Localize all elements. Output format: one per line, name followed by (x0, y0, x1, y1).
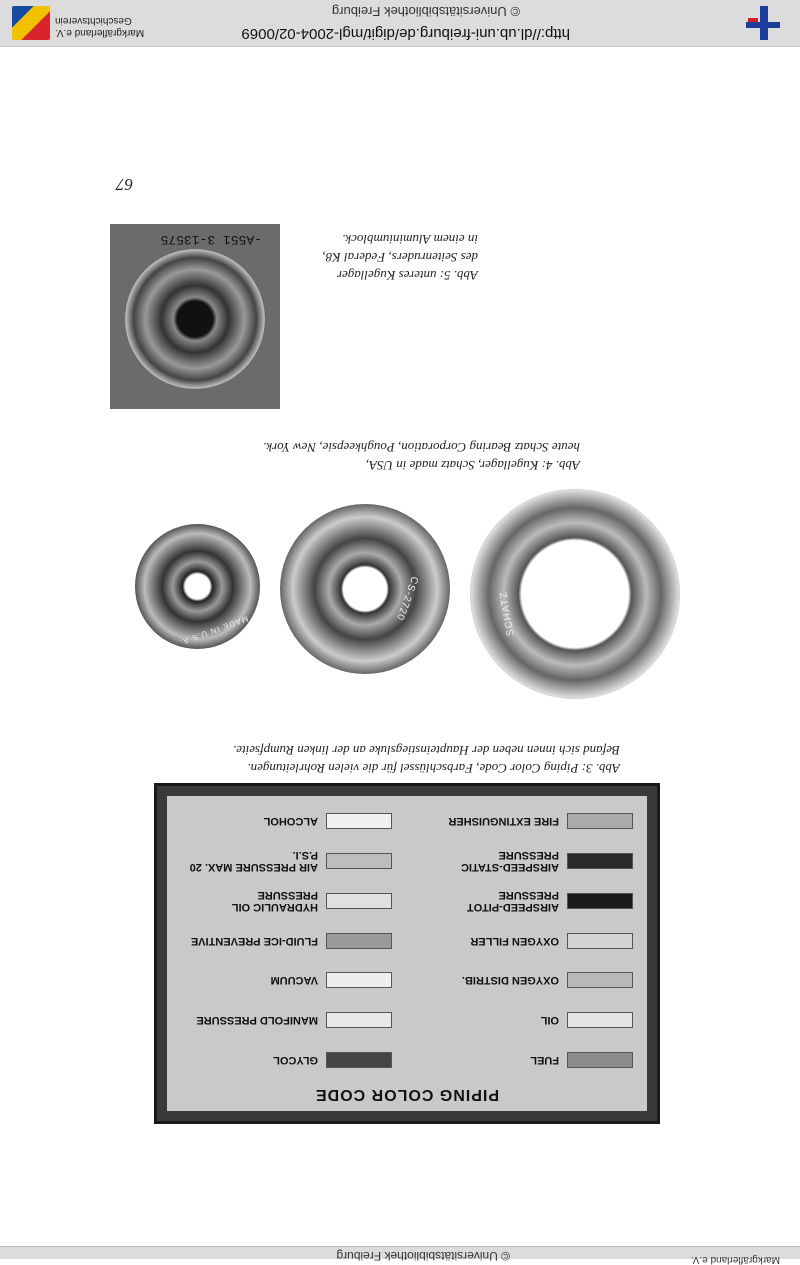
header-copyright: © Universitätsbibliothek Freiburg (331, 4, 520, 19)
page-number: 67 (116, 175, 133, 194)
sign-row-label: OXYGEN FILLER (470, 934, 559, 947)
ub-freiburg-logo-icon[interactable] (744, 4, 782, 42)
small-bearing-image (135, 524, 260, 649)
footer-copyright: © Universitätsbibliothek Freiburg (336, 1249, 510, 1263)
sign-row-label: VACUUM (270, 974, 318, 987)
sign-title: PIPING COLOR CODE (314, 1086, 500, 1103)
sign-row (422, 886, 633, 916)
sign-row-label: ALCOHOL (263, 815, 318, 828)
sign-row-label: OXYGEN DISTRIB. (461, 974, 559, 987)
viewer-footer (0, 1246, 800, 1265)
color-swatch (567, 1012, 633, 1028)
medium-bearing-image (280, 504, 450, 674)
color-swatch (326, 813, 392, 829)
caption-abb5-line1: Abb. 5: unteres Kugellager (336, 268, 478, 283)
sign-row (422, 1045, 633, 1075)
bearing-label-usa: MADE IN U.S.A. (177, 613, 250, 648)
sign-row-label: OIL (540, 1014, 559, 1027)
caption-abb3 (150, 741, 620, 777)
sign-row-label: AIR PRESSURE MAX. 20 P.S.I. (189, 848, 318, 873)
large-bearing-image (470, 489, 680, 699)
color-swatch (567, 933, 633, 949)
sign-row (181, 1005, 392, 1035)
bearing-label-schatz: SCHATZ (498, 590, 517, 637)
sign-row-label: MANIFOLD PRESSURE (196, 1014, 318, 1027)
sign-row (181, 886, 392, 916)
society-line1: Markgräflerland e.V. (55, 27, 145, 38)
caption-abb4 (160, 438, 580, 474)
sign-right-column (181, 806, 392, 1075)
sign-row-label: FIRE EXTINGUISHER (448, 815, 559, 828)
bearing-label-cs: CS-2720 (393, 574, 420, 623)
sign-row (422, 1005, 633, 1035)
caption-abb3-line2: Befand sich innen neben der Haupteinstiegsluke an der linken Rumpfseite. (232, 743, 620, 758)
color-swatch (567, 972, 633, 988)
color-swatch (567, 813, 633, 829)
color-swatch (326, 933, 392, 949)
society-line2: Geschichtsverein (55, 15, 132, 26)
figure-abb4-bearings (130, 484, 690, 704)
sign-row-label: FLUID-ICE PREVENTIVE (190, 934, 318, 947)
sign-row (181, 1045, 392, 1075)
header-url[interactable]: http://dl.ub.uni-freiburg.de/digit/mgl-2004-02/0069 (241, 25, 570, 42)
sign-row (181, 846, 392, 876)
sign-row-label: HYDRAULIC OIL PRESSURE (232, 888, 318, 913)
sign-row (181, 806, 392, 836)
crest-icon[interactable] (12, 6, 50, 40)
part-number: -A551 3-13575 (160, 232, 262, 247)
sign-row-label: GLYCOL (273, 1054, 318, 1066)
society-name (55, 14, 160, 38)
sign-row-label: AIRSPEED-STATIC PRESSURE (461, 848, 559, 873)
sign-row-label: AIRSPEED-PITOT PRESSURE (466, 888, 559, 913)
caption-abb3-line1: Abb. 3: Piping Color Code, Farbschlüssel für die vielen Rohrleitungen. (247, 761, 620, 776)
sign-row (422, 965, 633, 995)
color-swatch (326, 853, 392, 869)
sign-row (422, 806, 633, 836)
color-swatch (567, 1052, 633, 1068)
caption-abb4-line2: heute Schatz Bearing Corporation, Poughkeepsie, New York. (263, 440, 580, 455)
caption-abb5 (238, 230, 478, 284)
sign-left-column (422, 806, 633, 1075)
color-swatch (567, 893, 633, 909)
sign-rows (181, 806, 633, 1075)
sign-plate (167, 796, 647, 1111)
caption-abb5-line3: in einem Aluminiumblock. (342, 232, 478, 247)
color-swatch (326, 1012, 392, 1028)
color-swatch (326, 1052, 392, 1068)
sign-row (181, 926, 392, 956)
color-swatch (326, 972, 392, 988)
sign-row-label: FUEL (530, 1054, 559, 1066)
figure-abb3-sign (154, 783, 660, 1124)
footer-society: Markgräflerland e.V. (690, 1254, 780, 1265)
sign-row (181, 965, 392, 995)
sign-row (422, 846, 633, 876)
viewer-header (0, 0, 800, 47)
color-swatch (326, 893, 392, 909)
caption-abb4-line1: Abb. 4: Kugellager, Schatz made in USA, (365, 458, 580, 473)
color-swatch (567, 853, 633, 869)
caption-abb5-line2: des Seitenruders, Federal K8, (322, 250, 478, 265)
sign-row (422, 926, 633, 956)
